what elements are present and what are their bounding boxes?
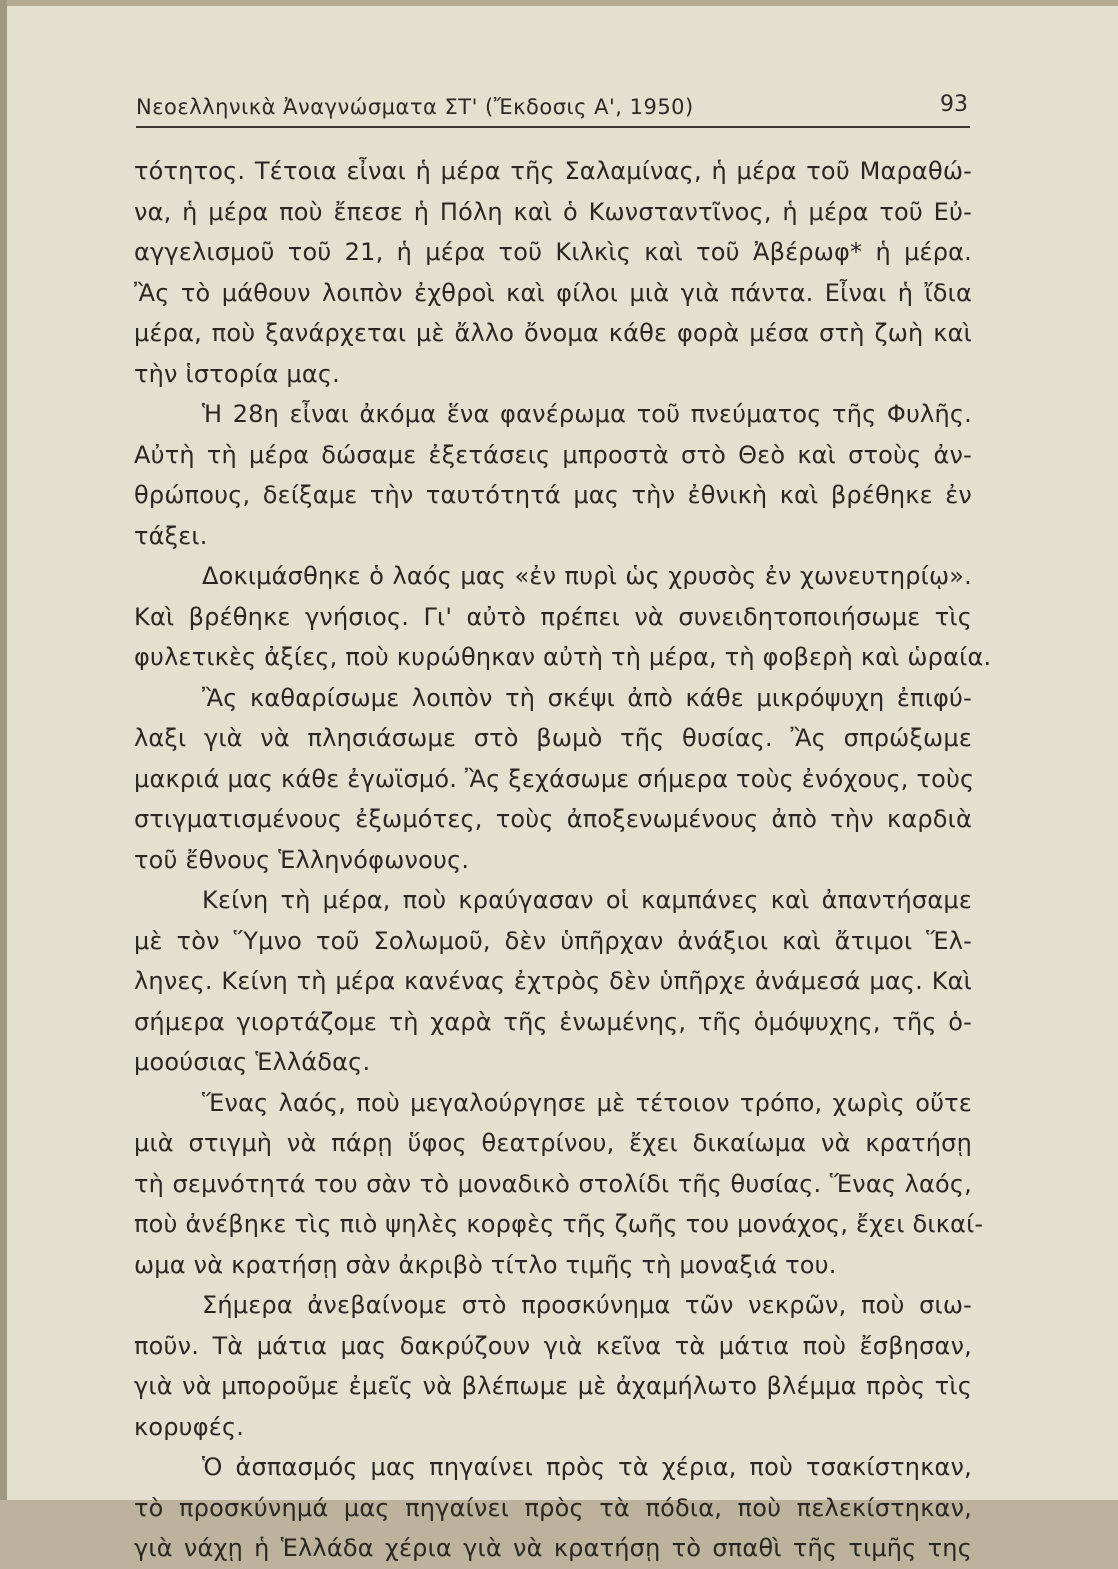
text-line: φυλετικὲς ἀξίες, ποὺ κυρώθηκαν αὐτὴ τὴ μέρα, τὴ φοβερὴ καὶ ὡραία. [134, 643, 992, 671]
text-line: ποῦν. Τὰ μάτια μας δακρύζουν γιὰ κεῖνα τὰ μάτια ποὺ ἔσβησαν, [134, 1331, 972, 1360]
text-line: Σήμερα ἀνεβαίνομε στὸ προσκύνημα τῶν νεκρῶν, ποὺ σιω- [202, 1291, 972, 1319]
text-line: ληνες. Κείνη τὴ μέρα κανένας ἐχτρὸς δὲν ὑπῆρχε ἀνάμεσά μας. Καὶ [134, 967, 972, 995]
text-line: θρώπους, δείξαμε τὴν ταυτότητά μας τὴν ἐθνικὴ καὶ βρέθηκε ἐν [134, 481, 972, 509]
text-line: μέρα, ποὺ ξανάρχεται μὲ ἄλλο ὄνομα κάθε φορὰ μέσα στὴ ζωὴ καὶ [134, 319, 972, 347]
text-line: Ἡ 28η εἶναι ἀκόμα ἕνα φανέρωμα τοῦ πνεύματος τῆς Φυλῆς. [202, 400, 972, 428]
text-line: γιὰ νάχῃ ἡ Ἑλλάδα χέρια γιὰ νὰ κρατήσῃ τὸ σπαθὶ τῆς τιμῆς της [134, 1534, 972, 1562]
text-line: αγγελισμοῦ τοῦ 21, ἡ μέρα τοῦ Κιλκὶς καὶ τοῦ Ἀβέρωφ* ἡ μέρα. [134, 238, 972, 266]
text-line: να, ἡ μέρα ποὺ ἔπεσε ἡ Πόλη καὶ ὁ Κωνσταντῖνος, ἡ μέρα τοῦ Εὐ- [134, 197, 972, 226]
text-line: σήμερα γιορτάζομε τὴ χαρὰ τῆς ἑνωμένης, τῆς ὁμόψυχης, τῆς ὁ- [134, 1007, 972, 1036]
text-line: γιὰ νὰ μποροῦμε ἐμεῖς νὰ βλέπωμε μὲ ἀχαμήλωτο βλέμμα πρὸς τὶς [134, 1372, 972, 1400]
text-line: Ὁ ἀσπασμός μας πηγαίνει πρὸς τὰ χέρια, ποὺ τσακίστηκαν, [202, 1453, 972, 1481]
running-title: Νεοελληνικὰ Ἀναγνώσματα ΣΤ' (Ἔκδοσις Α', 1950) [136, 95, 694, 119]
text-line: ποὺ ἀνέβηκε τὶς πιὸ ψηλὲς κορφὲς τῆς ζωῆς του μονάχος, ἔχει δικαί- [134, 1210, 984, 1238]
text-line: στιγματισμένους ἐξωμότες, τοὺς ἀποξενωμένους ἀπὸ τὴν καρδιὰ [134, 805, 972, 833]
text-line: μὲ τὸν Ὕμνο τοῦ Σολωμοῦ, δὲν ὑπῆρχαν ἀνάξιοι καὶ ἄτιμοι Ἕλ- [134, 926, 972, 955]
text-line: κορυφές. [134, 1412, 245, 1441]
text-line: τὴν ἱστορία μας. [134, 359, 340, 388]
text-line: τάξει. [134, 521, 208, 550]
text-line: ωμα νὰ κρατήσῃ σὰν ἀκριβὸ τίτλο τιμῆς τὴ μοναξιά του. [134, 1250, 837, 1279]
text-line: Καὶ βρέθηκε γνήσιος. Γι' αὐτὸ πρέπει νὰ συνειδητοποιήσωμε τὶς [134, 602, 972, 631]
text-line: τὴ σεμνότητά του σὰν τὸ μοναδικὸ στολίδι τῆς θυσίας. Ἕνας λαός, [134, 1169, 972, 1198]
text-line: μιὰ στιγμὴ νὰ πάρῃ ὕφος θεατρίνου, ἔχει δικαίωμα νὰ κρατήσῃ [134, 1129, 972, 1157]
text-line: Κείνη τὴ μέρα, ποὺ κραύγασαν οἱ καμπάνες καὶ ἀπαντήσαμε [202, 886, 972, 914]
text-line: τότητος. Τέτοια εἶναι ἡ μέρα τῆς Σαλαμίνας, ἡ μέρα τοῦ Μαραθώ- [134, 157, 972, 185]
page-left-edge [0, 0, 7, 1500]
text-line: μακριά μας κάθε ἐγωϊσμό. Ἂς ξεχάσωμε σήμερα τοὺς ἐνόχους, τοὺς [134, 764, 975, 793]
page-top-edge [0, 0, 1118, 6]
text-line: Ἕνας λαός, ποὺ μεγαλούργησε μὲ τέτοιον τρόπο, χωρὶς οὔτε [202, 1088, 972, 1117]
text-line: Ἂς τὸ μάθουν λοιπὸν ἐχθροὶ καὶ φίλοι μιὰ γιὰ πάντα. Εἶναι ἡ ἴδια [134, 278, 972, 307]
text-line: τὸ προσκύνημά μας πηγαίνει πρὸς τὰ πόδια, ποὺ πελεκίστηκαν, [134, 1493, 972, 1522]
text-line: λαξι γιὰ νὰ πλησιάσωμε στὸ βωμὸ τῆς θυσίας. Ἂς σπρώξωμε [134, 724, 972, 752]
page-number: 93 [940, 92, 968, 117]
body-text [134, 151, 992, 1569]
text-line: Ἂς καθαρίσωμε λοιπὸν τὴ σκέψι ἀπὸ κάθε μικρόψυχη ἐπιφύ- [202, 683, 972, 712]
text-line: μοούσιας Ἑλλάδας. [134, 1048, 371, 1076]
text-line: Δοκιμάσθηκε ὁ λαός μας «ἐν πυρὶ ὡς χρυσὸς ἐν χωνευτηρίῳ». [202, 562, 972, 590]
text-line: Αὐτὴ τὴ μέρα δώσαμε ἐξετάσεις μπροστὰ στὸ Θεὸ καὶ στοὺς ἀν- [134, 440, 972, 469]
text-line: τοῦ ἔθνους Ἑλληνόφωνους. [134, 845, 470, 874]
running-header [136, 92, 970, 128]
